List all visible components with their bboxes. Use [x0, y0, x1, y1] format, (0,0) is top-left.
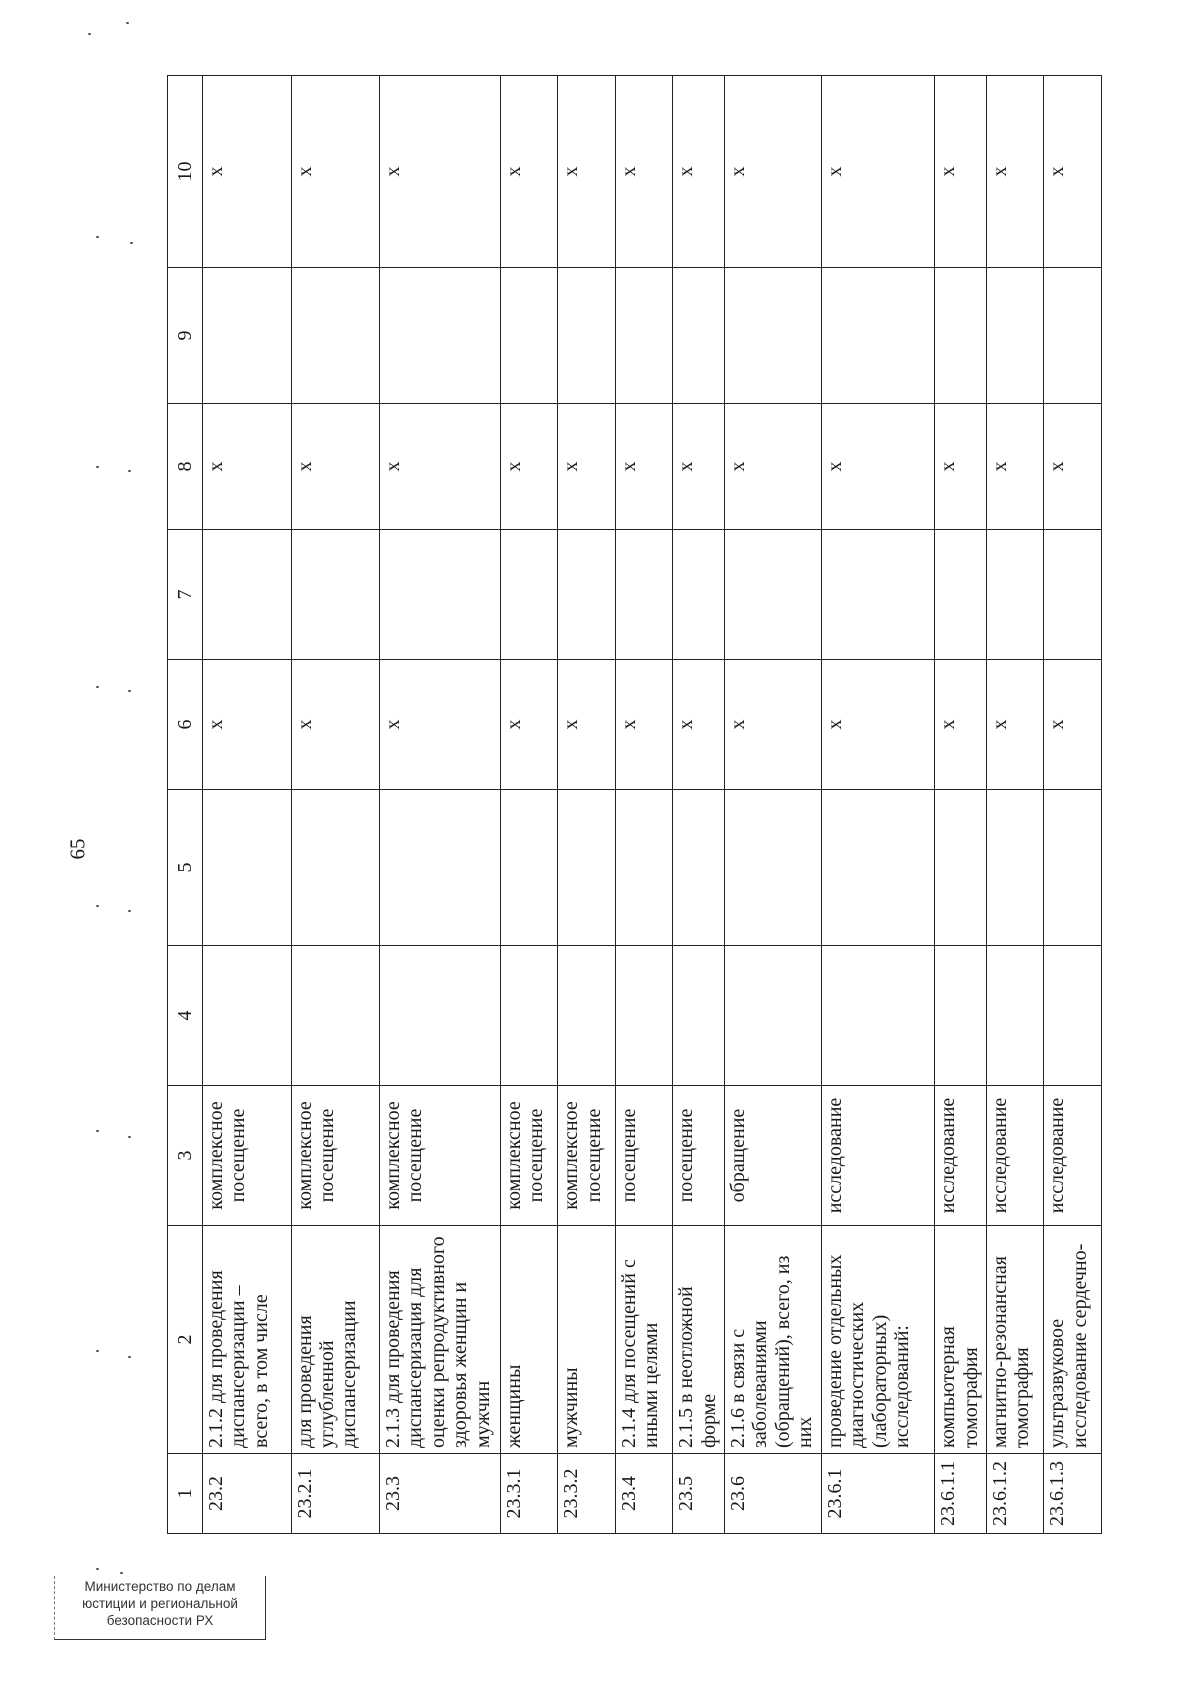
scan-speck	[96, 1350, 99, 1352]
scan-speck	[96, 686, 99, 688]
table-cell-col-3: комплексное посещение	[380, 1086, 500, 1226]
scan-speck	[120, 1572, 123, 1574]
table-cell-col-1: 23.2	[203, 1454, 292, 1534]
table-cell-col-3: исследование	[986, 1086, 1044, 1226]
stamp-line: Министерство по делам	[84, 1579, 236, 1594]
data-table	[167, 75, 1102, 1534]
table-body	[203, 76, 1102, 1534]
table-cell-col-5	[1044, 790, 1102, 946]
table-cell-col-9	[615, 268, 673, 404]
table-cell-col-4	[935, 946, 986, 1086]
table-cell-col-8: х	[203, 404, 292, 530]
table-cell-col-6: х	[724, 660, 821, 790]
scan-speck	[128, 1136, 131, 1138]
table-cell-col-10: х	[558, 76, 616, 268]
table-cell-col-4	[558, 946, 616, 1086]
table-cell-col-10: х	[500, 76, 558, 268]
scan-speck	[96, 466, 99, 468]
table-cell-col-6: х	[673, 660, 724, 790]
table-cell-col-6: х	[615, 660, 673, 790]
column-header-1: 1	[168, 1454, 203, 1534]
table-cell-col-2: 2.1.2 для проведения диспансеризации – всего, в том числе	[203, 1226, 292, 1454]
table-cell-col-2: магнитно-резонансная томография	[986, 1226, 1044, 1454]
table-cell-col-4	[615, 946, 673, 1086]
table-row	[558, 76, 616, 1534]
table-cell-col-8: х	[822, 404, 935, 530]
table-cell-col-9	[380, 268, 500, 404]
table-cell-col-8: х	[673, 404, 724, 530]
table-cell-col-3: исследование	[822, 1086, 935, 1226]
table-cell-col-4	[1044, 946, 1102, 1086]
table-header-row	[168, 76, 203, 1534]
table-cell-col-9	[935, 268, 986, 404]
column-header-5: 5	[168, 790, 203, 946]
scan-speck	[96, 236, 99, 238]
table-cell-col-7	[558, 530, 616, 660]
table-cell-col-3: комплексное посещение	[203, 1086, 292, 1226]
table-cell-col-3: исследование	[935, 1086, 986, 1226]
table-cell-col-7	[203, 530, 292, 660]
table-cell-col-2: ультразвуковое исследование сердечно-	[1044, 1226, 1102, 1454]
table-cell-col-7	[935, 530, 986, 660]
table-cell-col-1: 23.4	[615, 1454, 673, 1534]
table-cell-col-1: 23.6.1.2	[986, 1454, 1044, 1534]
scan-speck	[88, 33, 91, 35]
table-cell-col-7	[291, 530, 380, 660]
table-cell-col-8: х	[500, 404, 558, 530]
table-cell-col-5	[558, 790, 616, 946]
table-cell-col-8: х	[986, 404, 1044, 530]
scan-speck	[128, 690, 131, 692]
table-cell-col-6: х	[203, 660, 292, 790]
table-row	[291, 76, 380, 1534]
table-cell-col-6: х	[986, 660, 1044, 790]
scan-speck	[96, 1130, 99, 1132]
table-cell-col-4	[673, 946, 724, 1086]
table-cell-col-8: х	[615, 404, 673, 530]
table-row	[615, 76, 673, 1534]
column-header-2: 2	[168, 1226, 203, 1454]
table-cell-col-3: комплексное посещение	[291, 1086, 380, 1226]
table-cell-col-4	[203, 946, 292, 1086]
table-cell-col-9	[986, 268, 1044, 404]
table-cell-col-2: для проведения углубленной диспансеризации	[291, 1226, 380, 1454]
table-cell-col-5	[380, 790, 500, 946]
table-cell-col-5	[673, 790, 724, 946]
table-cell-col-6: х	[935, 660, 986, 790]
table-cell-col-10: х	[615, 76, 673, 268]
stamp-line: безопасности РХ	[106, 1612, 214, 1628]
table-cell-col-7	[822, 530, 935, 660]
table-cell-col-5	[935, 790, 986, 946]
table-cell-col-5	[203, 790, 292, 946]
ministry-stamp	[54, 1576, 266, 1640]
table-cell-col-7	[500, 530, 558, 660]
table-cell-col-8: х	[291, 404, 380, 530]
table-cell-col-5	[822, 790, 935, 946]
table-row	[380, 76, 500, 1534]
table-cell-col-10: х	[380, 76, 500, 268]
table-cell-col-9	[291, 268, 380, 404]
table-row	[935, 76, 986, 1534]
table-cell-col-1: 23.5	[673, 1454, 724, 1534]
table-cell-col-2: мужчины	[558, 1226, 616, 1454]
table-cell-col-10: х	[673, 76, 724, 268]
table-cell-col-4	[500, 946, 558, 1086]
table-cell-col-3: комплексное посещение	[558, 1086, 616, 1226]
table-row	[1044, 76, 1102, 1534]
scan-speck	[126, 22, 129, 24]
table-cell-col-9	[1044, 268, 1102, 404]
scan-speck	[96, 1568, 99, 1570]
table-cell-col-3: обращение	[724, 1086, 821, 1226]
table-cell-col-5	[500, 790, 558, 946]
table-cell-col-10: х	[203, 76, 292, 268]
column-header-7: 7	[168, 530, 203, 660]
scan-speck	[128, 1356, 131, 1358]
table-cell-col-2: 2.1.6 в связи с заболеваниями (обращений), всего, из них	[724, 1226, 821, 1454]
table-cell-col-1: 23.6	[724, 1454, 821, 1534]
table-cell-col-2: женщины	[500, 1226, 558, 1454]
table-cell-col-2: 2.1.5 в неотложной форме	[673, 1226, 724, 1454]
table-cell-col-8: х	[1044, 404, 1102, 530]
table-cell-col-5	[724, 790, 821, 946]
table-cell-col-9	[500, 268, 558, 404]
table-row	[500, 76, 558, 1534]
stamp-line: юстиции и региональной	[82, 1595, 238, 1611]
table-cell-col-10: х	[822, 76, 935, 268]
table-cell-col-4	[380, 946, 500, 1086]
table-row	[986, 76, 1044, 1534]
table-cell-col-9	[822, 268, 935, 404]
table-cell-col-5	[986, 790, 1044, 946]
table-cell-col-7	[724, 530, 821, 660]
table-cell-col-6: х	[558, 660, 616, 790]
table-cell-col-1: 23.3.1	[500, 1454, 558, 1534]
table-cell-col-10: х	[1044, 76, 1102, 268]
table-cell-col-6: х	[1044, 660, 1102, 790]
table-cell-col-1: 23.6.1	[822, 1454, 935, 1534]
scan-speck	[96, 905, 99, 907]
table-cell-col-4	[822, 946, 935, 1086]
table-cell-col-6: х	[291, 660, 380, 790]
table-cell-col-1: 23.6.1.3	[1044, 1454, 1102, 1534]
table-cell-col-4	[724, 946, 821, 1086]
table-cell-col-7	[1044, 530, 1102, 660]
table-cell-col-2: 2.1.3 для проведения диспансеризация для оценки репродуктивного здоровья женщин и мужчин	[380, 1226, 500, 1454]
table-cell-col-10: х	[935, 76, 986, 268]
table-cell-col-9	[558, 268, 616, 404]
table-cell-col-7	[673, 530, 724, 660]
table-cell-col-5	[615, 790, 673, 946]
table-cell-col-6: х	[822, 660, 935, 790]
scan-speck	[128, 470, 131, 472]
column-header-3: 3	[168, 1086, 203, 1226]
table-cell-col-7	[380, 530, 500, 660]
table-cell-col-1: 23.6.1.1	[935, 1454, 986, 1534]
table-cell-col-1: 23.2.1	[291, 1454, 380, 1534]
table-cell-col-10: х	[724, 76, 821, 268]
table-cell-col-7	[615, 530, 673, 660]
table-cell-col-3: посещение	[615, 1086, 673, 1226]
table-cell-col-1: 23.3.2	[558, 1454, 616, 1534]
scan-speck	[130, 242, 133, 244]
table-cell-col-8: х	[724, 404, 821, 530]
table-cell-col-8: х	[558, 404, 616, 530]
table-cell-col-1: 23.3	[380, 1454, 500, 1534]
table-cell-col-3: комплексное посещение	[500, 1086, 558, 1226]
column-header-9: 9	[168, 268, 203, 404]
column-header-6: 6	[168, 660, 203, 790]
column-header-8: 8	[168, 404, 203, 530]
table-row	[822, 76, 935, 1534]
table-cell-col-8: х	[935, 404, 986, 530]
table-cell-col-7	[986, 530, 1044, 660]
table-cell-col-9	[724, 268, 821, 404]
table-cell-col-10: х	[986, 76, 1044, 268]
table-row	[203, 76, 292, 1534]
table-cell-col-3: посещение	[673, 1086, 724, 1226]
table-row	[724, 76, 821, 1534]
page-number: 65	[65, 838, 90, 860]
table-cell-col-9	[673, 268, 724, 404]
table-cell-col-3: исследование	[1044, 1086, 1102, 1226]
rotated-table-container	[167, 76, 1102, 1534]
table-cell-col-6: х	[500, 660, 558, 790]
table-cell-col-6: х	[380, 660, 500, 790]
table-cell-col-2: 2.1.4 для посещений с иными целями	[615, 1226, 673, 1454]
table-cell-col-2: проведение отдельных диагностических (лабораторных) исследований:	[822, 1226, 935, 1454]
table-cell-col-5	[291, 790, 380, 946]
table-cell-col-9	[203, 268, 292, 404]
table-cell-col-10: х	[291, 76, 380, 268]
table-cell-col-4	[986, 946, 1044, 1086]
column-header-10: 10	[168, 76, 203, 268]
scan-speck	[128, 910, 131, 912]
column-header-4: 4	[168, 946, 203, 1086]
table-cell-col-4	[291, 946, 380, 1086]
table-cell-col-8: х	[380, 404, 500, 530]
table-cell-col-2: компьютерная томография	[935, 1226, 986, 1454]
table-row	[673, 76, 724, 1534]
